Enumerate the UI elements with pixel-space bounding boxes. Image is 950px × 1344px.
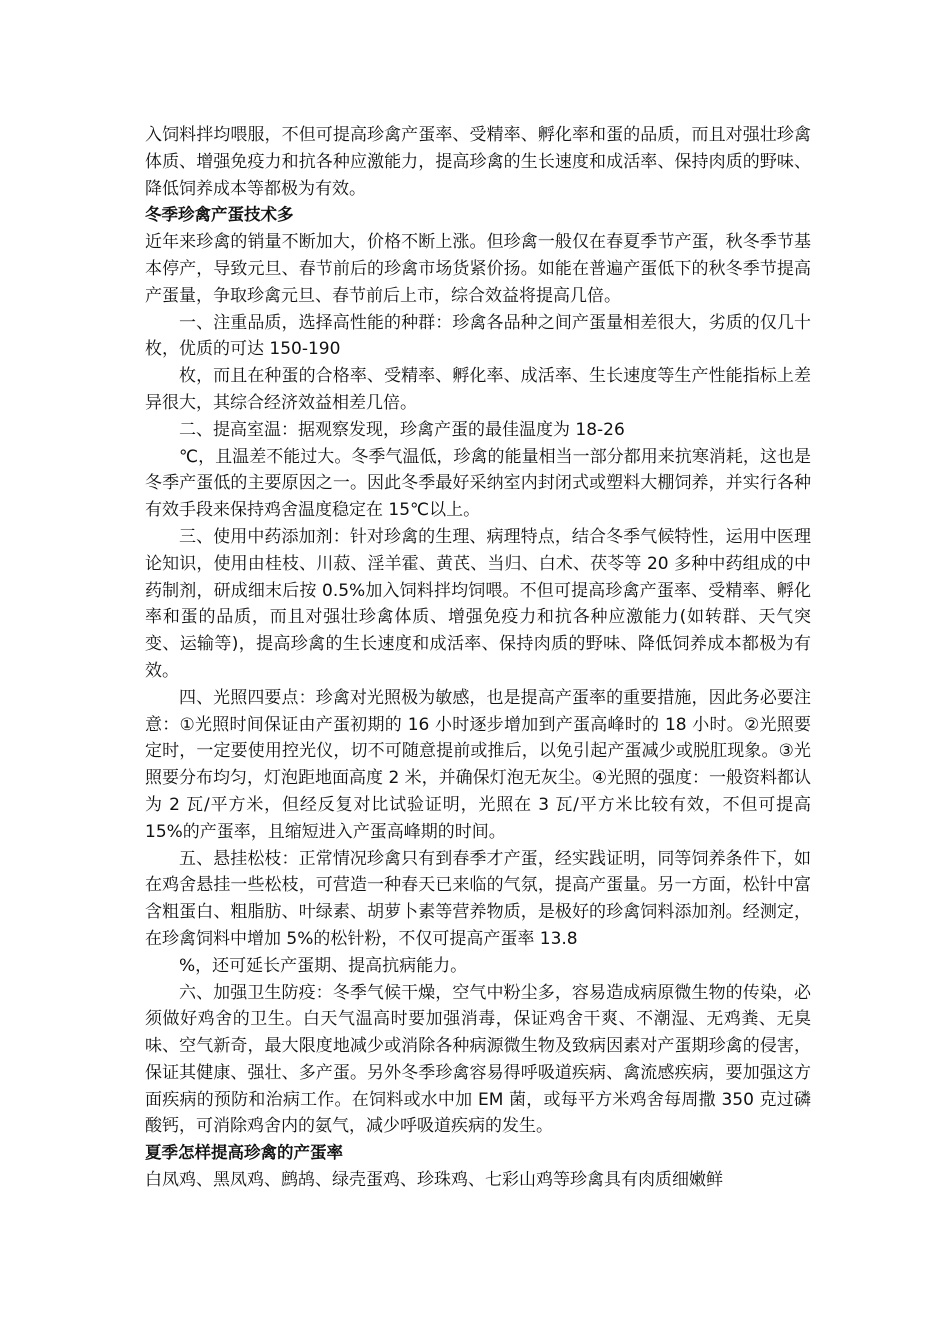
paragraph-intro-winter: 近年来珍禽的销量不断加大，价格不断上涨。但珍禽一般仅在春夏季节产蛋，秋冬季节基本停产，导致元旦、春节前后的珍禽市场货紧价扬。如能在普遍产蛋低下的秋冬季节提高产蛋量，争取珍禽元旦、春节前后上市，综合效益将提高几倍。 <box>145 232 811 306</box>
paragraph-item-1: 一、注重品质，选择高性能的种群：珍禽各品种之间产蛋量相差很大，劣质的仅几十枚，优质的可达 150-190 <box>145 312 811 360</box>
paragraph-item-1-cont: 枚，而且在种蛋的合格率、受精率、孵化率、成活率、生长速度等生产性能指标上差异很大，其综合经济效益相差几倍。 <box>145 366 811 413</box>
section-heading-winter: 冬季珍禽产蛋技术多 <box>145 205 294 225</box>
paragraph-item-2-cont: ℃，且温差不能过大。冬季气温低，珍禽的能量相当一部分都用来抗寒消耗，这也是冬季产蛋低的主要原因之一。因此冬季最好采纳室内封闭式或塑料大棚饲养，并实行各种有效手段来保持鸡舍温度稳定在 15℃以上。 <box>145 446 811 521</box>
paragraph-item-3: 三、使用中药添加剂：针对珍禽的生理、病理特点，结合冬季气候特性，运用中医理论知识，使用由桂枝、川菽、淫羊霍、黄芪、当归、白术、茯苓等 20 多种中药组成的中药制剂，研成细末后按 0.5%加入饲料拌均饲喂。不但可提高珍禽产蛋率、受精率、孵化率和蛋的品质，而且对强壮珍禽体质、增强免疫力和抗各种应激能力(如转群、天气突变、运输等)，提高珍禽的生长速度和成活率、保持肉质的野味、降低饲养成本都极为有效。 <box>145 526 811 681</box>
paragraph-item-5-cont: %，还可延长产蛋期、提高抗病能力。 <box>179 955 468 976</box>
section-heading-summer: 夏季怎样提高珍禽的产蛋率 <box>145 1143 343 1163</box>
paragraph-item-4: 四、光照四要点：珍禽对光照极为敏感，也是提高产蛋率的重要措施，因此务必要注意：①光照时间保证由产蛋初期的 16 小时逐步增加到产蛋高峰时的 18 小时。②光照要定时，一定要使用控光仪，切不可随意提前或推后，以免引起产蛋减少或脱肛现象。③光照要分布均匀，灯泡距地面高度 2 米，并确保灯泡无灰尘。④光照的强度：一般资料都认为 2 瓦/平方米，但经反复对比试验证明，光照在 3 瓦/平方米比较有效，不但可提高 15%的产蛋率，且缩短进入产蛋高峰期的时间。 <box>145 687 811 842</box>
document-body <box>145 122 811 1194</box>
paragraph-item-2: 二、提高室温：据观察发现，珍禽产蛋的最佳温度为 18-26 <box>179 419 625 440</box>
paragraph-item-6: 六、加强卫生防疫：冬季气候干燥，空气中粉尘多，容易造成病原微生物的传染，必须做好鸡舍的卫生。白天气温高时要加强消毒，保证鸡舍干爽、不潮湿、无鸡粪、无臭味、空气新奇，最大限度地减少或消除各种病源微生物及致病因素对产蛋期珍禽的侵害，保证其健康、强壮、多产蛋。另外冬季珍禽容易得呼吸道疾病、禽流感疾病，要加强这方面疾病的预防和治病工作。在饲料或水中加 EM 菌，或每平方米鸡舍每周撒 350 克过磷酸钙，可消除鸡舍内的氨气，减少呼吸道疾病的发生。 <box>145 982 811 1137</box>
paragraph-continuation: 入饲料拌均喂服，不但可提高珍禽产蛋率、受精率、孵化率和蛋的品质，而且对强壮珍禽体质、增强免疫力和抗各种应激能力，提高珍禽的生长速度和成活率、保持肉质的野味、降低饲养成本等都极为有效。 <box>145 125 811 199</box>
paragraph-item-5: 五、悬挂松枝：正常情况珍禽只有到春季才产蛋，经实践证明，同等饲养条件下，如在鸡舍悬挂一些松枝，可营造一种春天已来临的气氛，提高产蛋量。另一方面，松针中富含粗蛋白、粗脂肪、叶绿素、胡萝卜素等营养物质，是极好的珍禽饲料添加剂。经测定，在珍禽饲料中增加 5%的松针粉，不仅可提高产蛋率 13.8 <box>145 848 811 949</box>
paragraph-intro-summer: 白凤鸡、黑凤鸡、鹧鸪、绿壳蛋鸡、珍珠鸡、七彩山鸡等珍禽具有肉质细嫩鲜 <box>145 1170 723 1191</box>
